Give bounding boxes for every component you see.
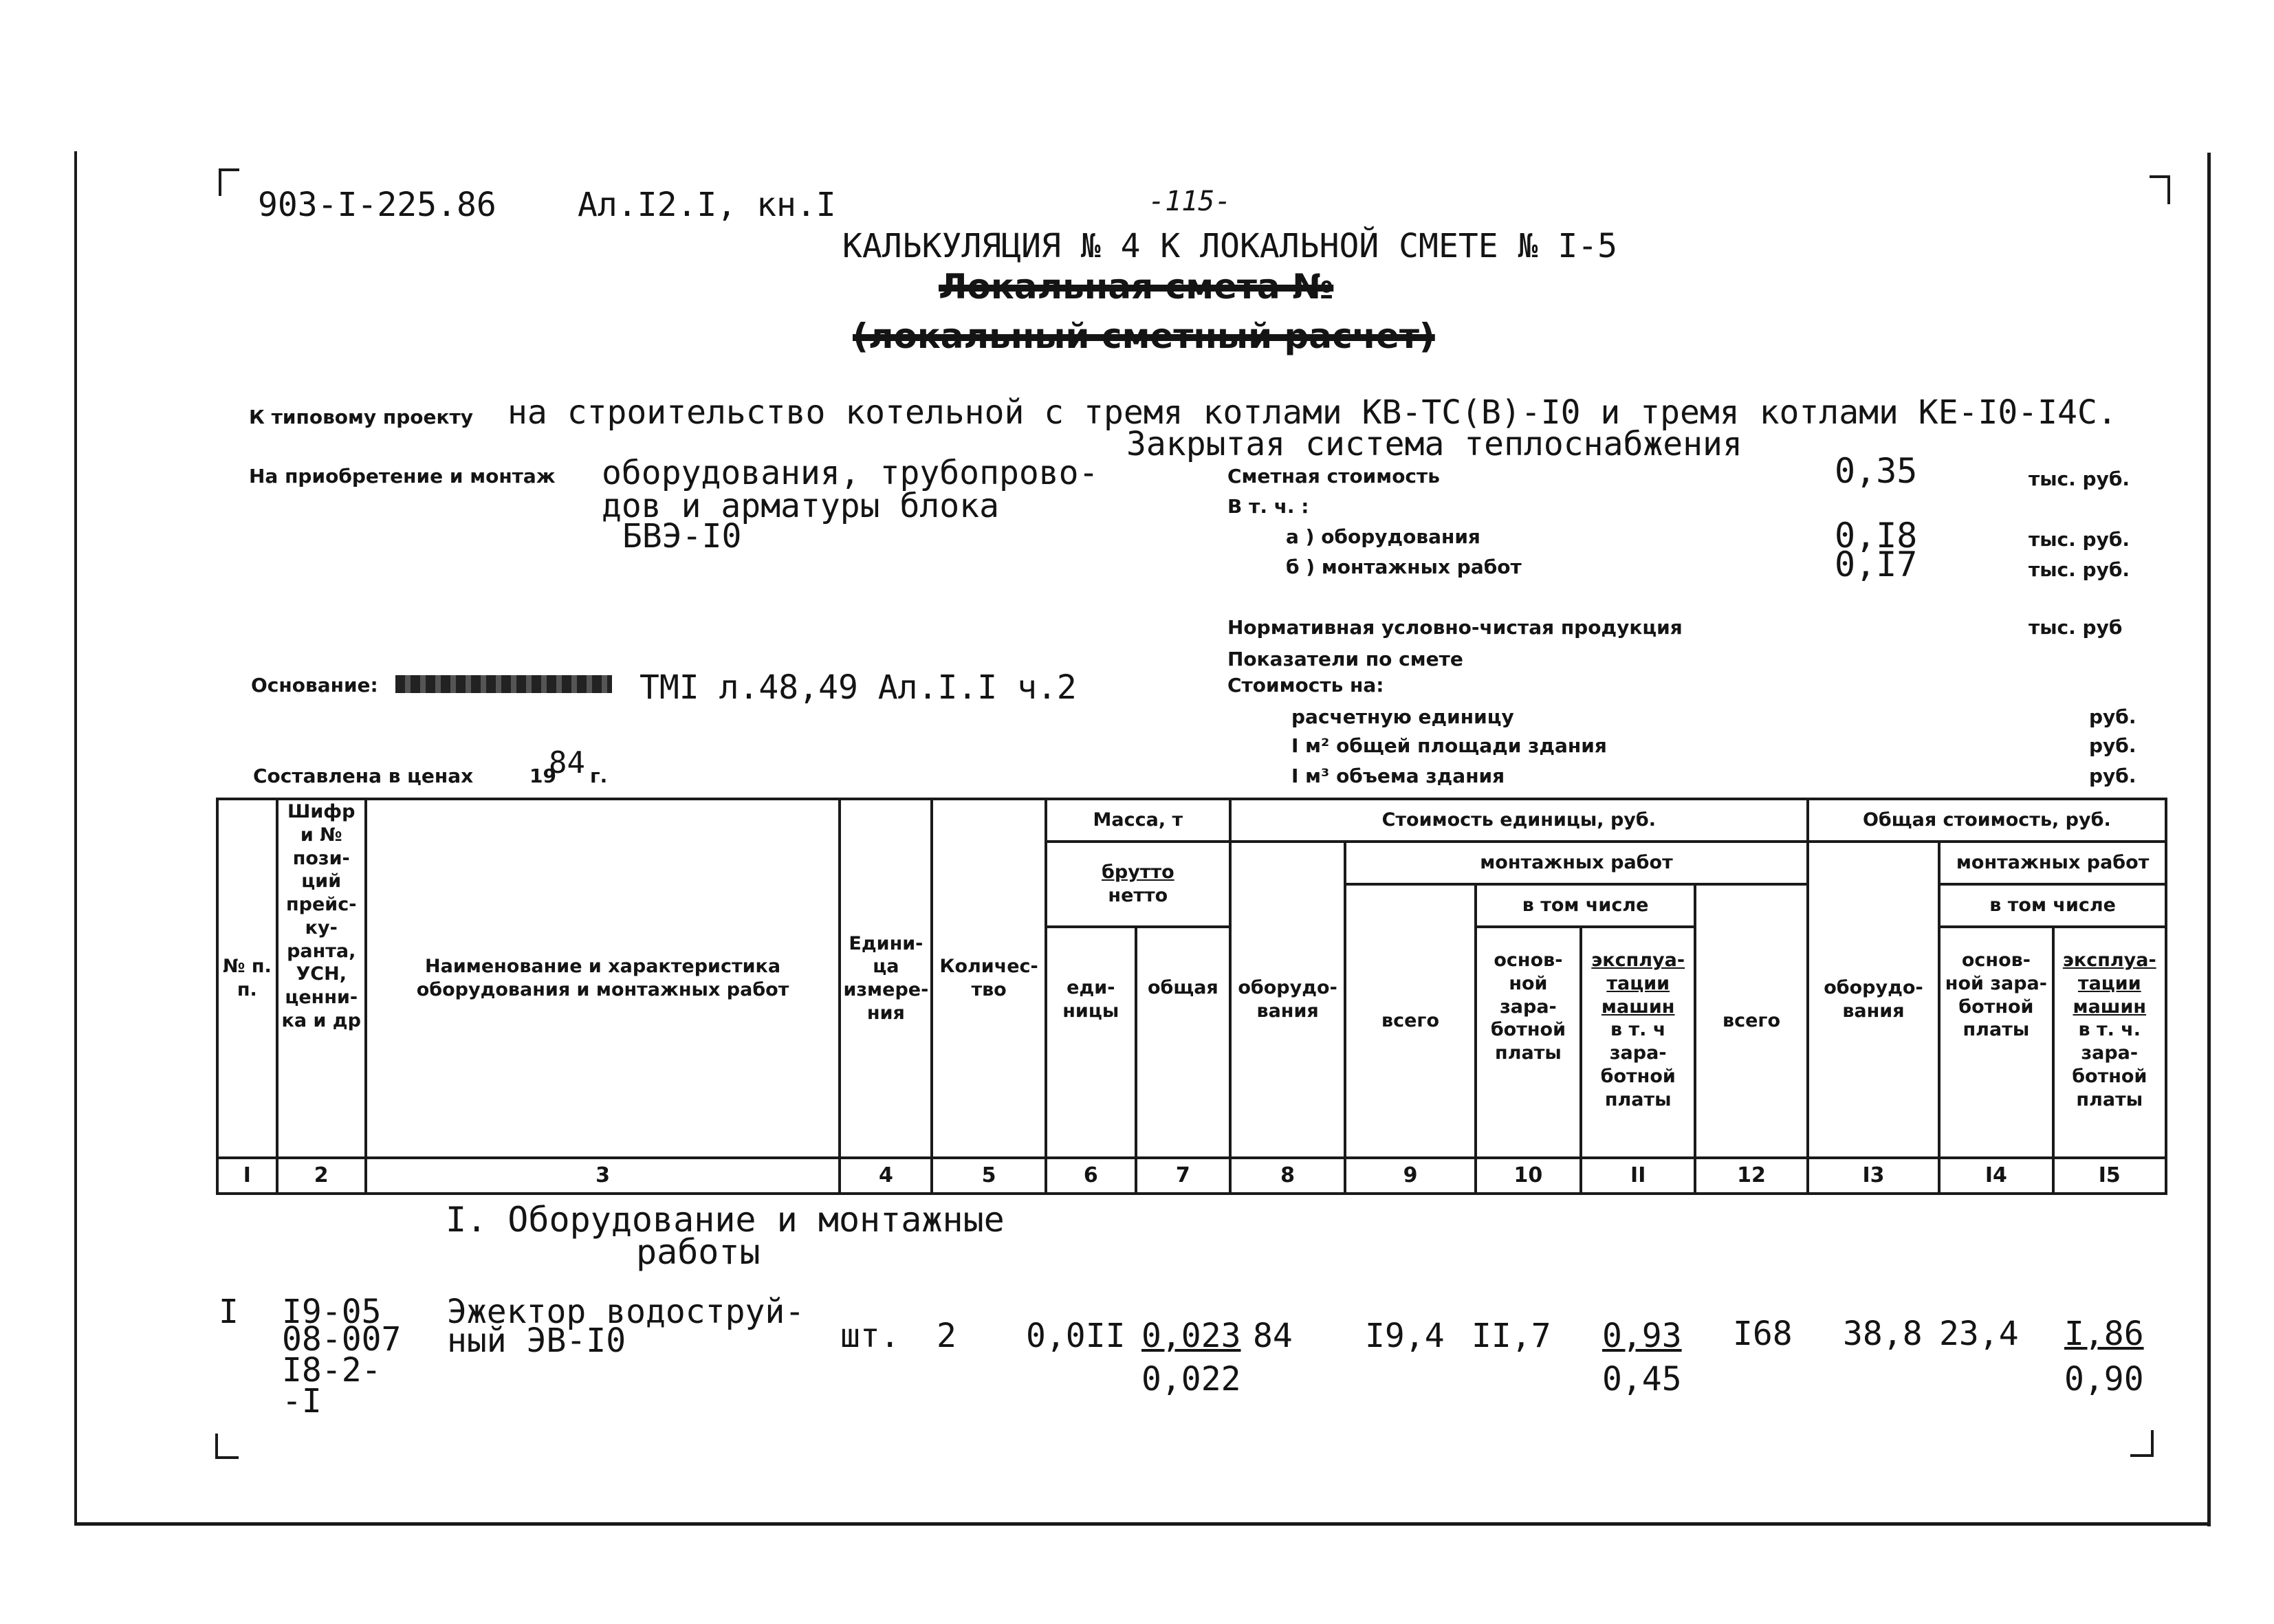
col-num-15: I5 [2053, 1158, 2166, 1194]
col-machine-total-header [2053, 927, 2166, 1158]
calc-title: КАЛЬКУЛЯЦИЯ № 4 К ЛОКАЛЬНОЙ СМЕТЕ № I-5 [842, 227, 1618, 265]
incl-header-2: в том числе [1939, 884, 2166, 927]
machine-label: эксплуа- тации машин [1591, 950, 1685, 1018]
col-num-8: 8 [1230, 1158, 1345, 1194]
purpose-line2: дов и арматуры блока [602, 487, 999, 525]
corner-mark-bottom-left [215, 1434, 218, 1458]
frame-right-line [2207, 153, 2211, 1526]
machine-total-label: эксплуа- тации машин [2062, 950, 2156, 1018]
row-install-total-2: 38,8 [1843, 1315, 1923, 1353]
purpose-line1: оборудования, трубопрово- [602, 454, 1099, 492]
install-label: б ) монтажных работ [1286, 556, 1522, 578]
mass-header: Масса, т [1046, 799, 1230, 842]
per-area-rub: руб. [2089, 734, 2136, 757]
row-code-line1: I9-05 [282, 1293, 382, 1331]
col-num-11: II [1581, 1158, 1695, 1194]
basis-value: ТМI л.48,49 Ал.I.I ч.2 [639, 668, 1077, 707]
corner-mark-bottom-right-h [2130, 1454, 2154, 1457]
machine-wage-label: в т. ч зара- ботной платы [1600, 1019, 1676, 1110]
compiled-prefix: 19 [529, 765, 556, 787]
row-equip-total: I68 [1733, 1315, 1793, 1353]
brutto-label: брутто [1102, 862, 1174, 884]
install-works-header-2: монтажных работ [1939, 842, 2166, 884]
album-ref: Ал.I2.I, кн.I [578, 186, 836, 224]
incl-label: В т. ч. : [1227, 495, 1309, 518]
install-value: 0,I7 [1835, 545, 1918, 584]
netto-label: нетто [1108, 885, 1168, 906]
frame-left-line [74, 151, 77, 1524]
col-num-6: 6 [1046, 1158, 1136, 1194]
row-mass-total-netto: 0,022 [1141, 1360, 1241, 1398]
per-volume-label: I м³ объема здания [1291, 765, 1505, 787]
col-code-header: Шифр и № пози- ций прейс- ку- ранта, УСН, ценни- ка и др [277, 799, 366, 1158]
estimate-unit: тыс. руб. [2029, 468, 2130, 490]
col-num-5: 5 [932, 1158, 1045, 1194]
corner-mark-top-right [2167, 175, 2170, 204]
struck-title-line1: Локальная смета № [939, 267, 1334, 307]
project-value-line2: Закрытая система теплоснабжения [1126, 425, 1742, 463]
row-base-wage: II,7 [1472, 1317, 1551, 1355]
equipment-label: а ) оборудования [1286, 525, 1480, 548]
col-base-wage-header: основ- ной зара- ботной платы [1476, 927, 1581, 1158]
col-machine-header [1581, 927, 1695, 1158]
col-num-9: 9 [1345, 1158, 1476, 1194]
row-machine-wage: 0,45 [1602, 1360, 1682, 1398]
corner-mark-top-left [219, 168, 221, 196]
compiled-suffix: г. [590, 765, 608, 787]
normative-unit: тыс. руб [2029, 616, 2123, 639]
col-unit-header: Едини- ца измере- ния [840, 799, 932, 1158]
row-unit: шт. [840, 1317, 900, 1355]
col-num-3: 3 [366, 1158, 840, 1194]
basis-struck-text [395, 675, 612, 693]
row-name-line1: Эжектор водоструй- [447, 1293, 805, 1331]
project-value-line1: на строительство котельной с тремя котлами КВ-ТС(В)-I0 и тремя котлами КЕ-I0-I4С. [507, 393, 2117, 432]
normative-label: Нормативная условно-чистая продукция [1227, 616, 1683, 639]
col-name-header: Наименование и характеристика оборудования и монтажных работ [366, 799, 840, 1158]
corner-mark-bottom-left-h [215, 1456, 239, 1459]
equipment-unit: тыс. руб. [2029, 528, 2130, 551]
col-mass-unit-header: еди- ницы [1046, 927, 1136, 1158]
col-install-all2-header: всего [1695, 884, 1807, 1158]
section-title-line2: работы [636, 1232, 761, 1272]
col-num-1: I [217, 1158, 277, 1194]
estimate-value: 0,35 [1835, 451, 1918, 491]
col-num-2: 2 [277, 1158, 366, 1194]
col-num-7: 7 [1136, 1158, 1230, 1194]
row-machine: 0,93 [1602, 1317, 1682, 1355]
row-name-line2: ный ЭВ-I0 [447, 1321, 626, 1360]
col-qty-header: Количес- тво [932, 799, 1045, 1158]
incl-header: в том числе [1476, 884, 1696, 927]
col-num-13: I3 [1808, 1158, 1940, 1194]
col-install-all-header: всего [1345, 884, 1476, 1158]
col-num-10: 10 [1476, 1158, 1581, 1194]
install-works-header: монтажных работ [1345, 842, 1807, 884]
row-mass-unit: 0,0II [1026, 1317, 1126, 1355]
corner-mark-top-right-h [2150, 175, 2170, 178]
per-volume-rub: руб. [2089, 765, 2136, 787]
col-equip-total-header: оборудо- вания [1808, 842, 1940, 1158]
col-num-14: I4 [1939, 1158, 2053, 1194]
frame-bottom-line [74, 1522, 2211, 1526]
page-number: -115- [1148, 186, 1232, 217]
doc-code: 903-I-225.86 [258, 186, 496, 224]
estimate-label: Сметная стоимость [1227, 465, 1440, 487]
col-equip-unit-header: оборудо- вания [1230, 842, 1345, 1158]
project-label: К типовому проекту [249, 406, 474, 428]
per-unit-rub: руб. [2089, 705, 2136, 728]
install-unit: тыс. руб. [2029, 558, 2130, 581]
section-title-line1: I. Оборудование и монтажные [446, 1200, 1005, 1240]
col-base-wage-total-header: основ- ной зара- ботной платы [1939, 927, 2053, 1158]
row-machine-total: I,86 [2064, 1315, 2144, 1353]
row-machine-wage-total: 0,90 [2064, 1360, 2144, 1398]
indicators-label: Показатели по смете [1227, 648, 1463, 670]
col-num-4: 4 [840, 1158, 932, 1194]
total-cost-header: Общая стоимость, руб. [1808, 799, 2166, 842]
col-num-header: № п. п. [217, 799, 277, 1158]
corner-mark-bottom-right [2151, 1430, 2154, 1456]
equipment-value: 0,I8 [1835, 516, 1918, 556]
row-code-line3: I8-2- [282, 1351, 382, 1390]
purpose-line3: БВЭ-I0 [622, 517, 742, 556]
cost-on-label: Стоимость на: [1227, 674, 1384, 696]
row-mass-total-brutto: 0,023 [1141, 1317, 1241, 1355]
col-mass-total-header: общая [1136, 927, 1230, 1158]
unit-cost-header: Стоимость единицы, руб. [1230, 799, 1808, 842]
col-num-12: 12 [1695, 1158, 1807, 1194]
row-qty: 2 [937, 1317, 956, 1355]
row-equip-unit: 84 [1253, 1317, 1293, 1355]
row-base-wage-total: 23,4 [1939, 1315, 2019, 1353]
row-code-line2: 08-007 [282, 1320, 402, 1359]
corner-mark-top-left-h [219, 168, 239, 171]
purpose-label: На приобретение и монтаж [249, 465, 556, 487]
row-code-line4: -I [282, 1382, 322, 1420]
estimate-table-header [216, 798, 2167, 1195]
compiled-label: Составлена в ценах [253, 765, 474, 787]
basis-label: Основание: [251, 674, 378, 696]
per-unit-label: расчетную единицу [1291, 705, 1514, 728]
compiled-year: 84 [549, 745, 585, 780]
row-install-total: I9,4 [1365, 1317, 1445, 1355]
row-num: I [219, 1293, 239, 1331]
machine-wage-total-label: в т. ч. зара- ботной платы [2072, 1019, 2147, 1110]
per-area-label: I м² общей площади здания [1291, 734, 1607, 757]
struck-title-line2: (локальный сметный расчет) [853, 316, 1435, 356]
mass-brutto-netto [1046, 842, 1230, 927]
